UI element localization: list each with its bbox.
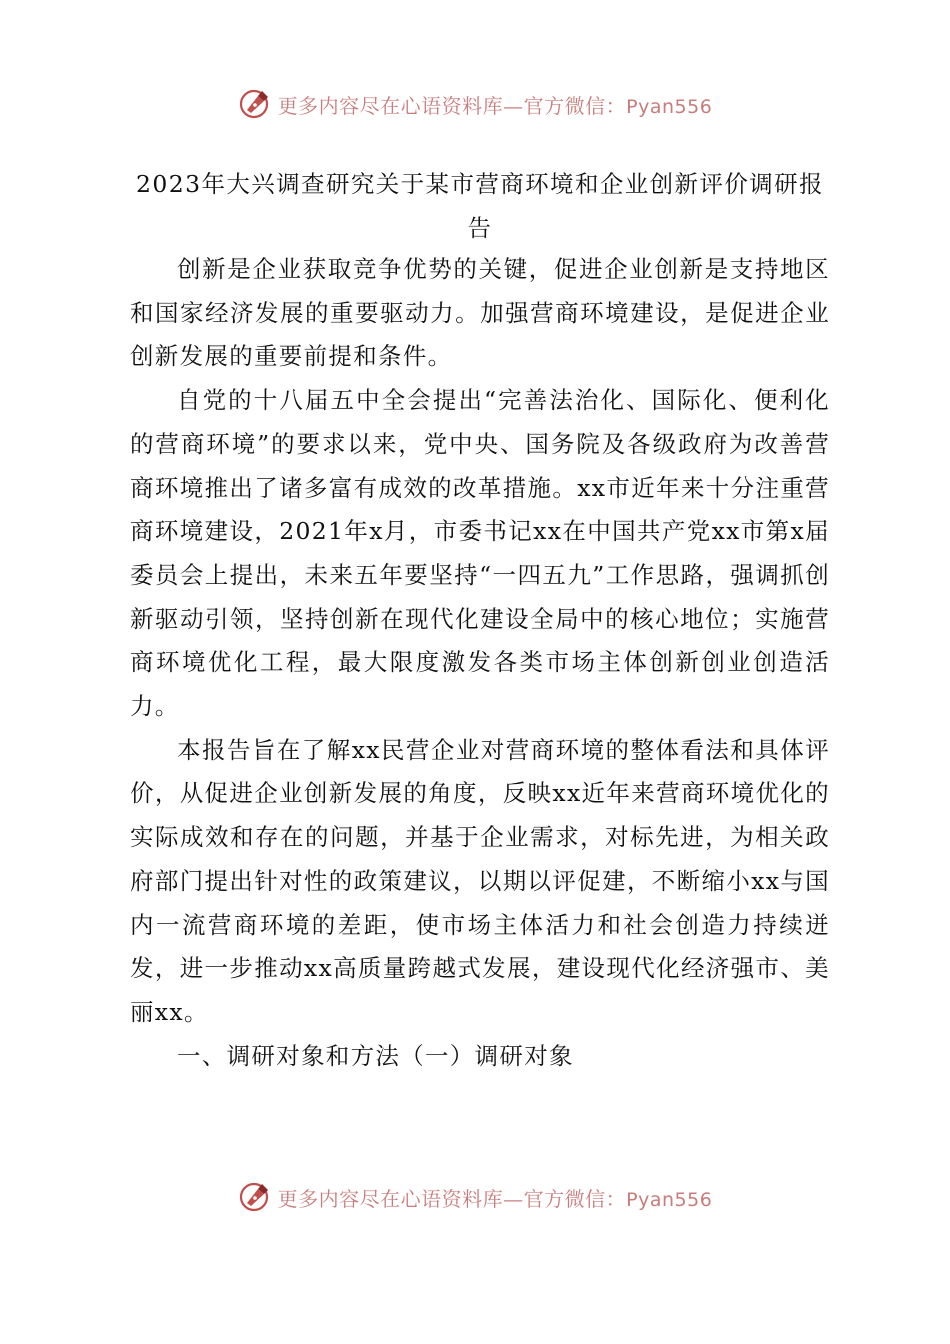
pen-nib-logo-icon — [238, 86, 274, 122]
document-body — [130, 248, 830, 1078]
section-heading: 一、调研对象和方法（一）调研对象 — [177, 1041, 574, 1070]
paragraph: 自党的十八届五中全会提出“完善法治化、国际化、便利化的营商环境”的要求以来，党中央、国务院及各级政府为改善营商环境推出了诸多富有成效的改革措施。xx市近年来十分注重营商环境建设，2021年x月，市委书记xx在中国共产党xx市第x届委员会上提出，未来五年要坚持“一四五九”工作思路，强调抓创新驱动引领，坚持创新在现代化建设全局中的核心地位；实施营商环境优化工程，最大限度激发各类市场主体创新创业创造活力。 — [130, 386, 830, 721]
paragraph: 创新是企业获取竞争优势的关键，促进企业创新是支持地区和国家经济发展的重要驱动力。加强营商环境建设，是促进企业创新发展的重要前提和条件。 — [130, 255, 830, 371]
pen-nib-logo-icon — [238, 1179, 274, 1215]
footer-watermark — [0, 1177, 950, 1217]
header-watermark — [0, 84, 950, 124]
watermark-text: 更多内容尽在心语资料库—官方微信：Pyan556 — [277, 93, 713, 118]
document-title: 2023年大兴调查研究关于某市营商环境和企业创新评价调研报告 — [136, 170, 824, 242]
watermark-text: 更多内容尽在心语资料库—官方微信：Pyan556 — [277, 1186, 713, 1211]
paragraph: 本报告旨在了解xx民营企业对营商环境的整体看法和具体评价，从促进企业创新发展的角度，反映xx近年来营商环境优化的实际成效和存在的问题，并基于企业需求，对标先进，为相关政府部门提出针对性的政策建议，以期以评促建，不断缩小xx与国内一流营商环境的差距，使市场主体活力和社会创造力持续迸发，进一步推动xx高质量跨越式发展，建设现代化经济强市、美丽xx。 — [130, 735, 830, 1026]
